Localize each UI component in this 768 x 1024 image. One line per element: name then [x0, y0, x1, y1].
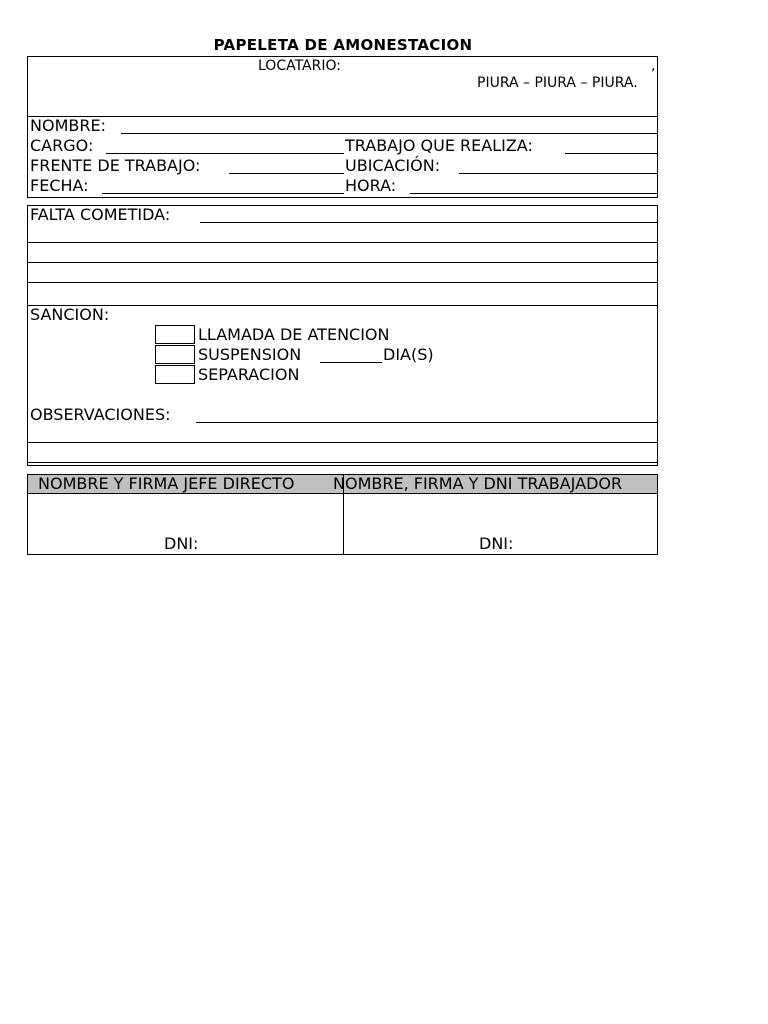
jefe-signature-header [27, 474, 344, 494]
dni-right-label: DNI: [479, 534, 514, 553]
locatario-label: LOCATARIO: [258, 58, 341, 74]
falta-divider [27, 305, 658, 306]
falta-line-4[interactable] [27, 282, 658, 283]
jefe-signature-header-text: NOMBRE Y FIRMA JEFE DIRECTO [38, 474, 295, 493]
nombre-label: NOMBRE: [30, 116, 106, 135]
suspension-checkbox[interactable] [155, 345, 195, 364]
locatario-comma: , [651, 58, 656, 74]
form-title: PAPELETA DE AMONESTACION [213, 36, 473, 54]
trabajador-signature-header-text: NOMBRE, FIRMA Y DNI TRABAJADOR [333, 474, 623, 493]
falta-line-2[interactable] [27, 242, 658, 243]
observaciones-line-1[interactable] [196, 422, 657, 423]
falta-line-1[interactable] [200, 222, 657, 223]
ubicacion-line[interactable] [459, 173, 657, 174]
observaciones-label: OBSERVACIONES: [30, 405, 171, 424]
hora-label: HORA: [345, 176, 397, 195]
trabajador-signature-header [333, 474, 658, 494]
falta-line-3[interactable] [27, 262, 658, 263]
frente-line[interactable] [229, 173, 344, 174]
suspension-label: SUSPENSION [198, 345, 302, 364]
trabajo-line[interactable] [565, 153, 657, 154]
cargo-label: CARGO: [30, 136, 94, 155]
signature-divider [343, 474, 344, 555]
hora-line[interactable] [410, 193, 657, 194]
falta-label: FALTA COMETIDA: [30, 205, 171, 224]
trabajo-label: TRABAJO QUE REALIZA: [345, 136, 533, 155]
fecha-line[interactable] [102, 193, 344, 194]
header-divider [27, 116, 658, 117]
observaciones-line-2[interactable] [27, 442, 658, 443]
separacion-label: SEPARACION [198, 365, 300, 384]
location-line: PIURA – PIURA – PIURA. [477, 75, 638, 91]
dias-label: DIA(S) [383, 345, 434, 364]
dni-left-label: DNI: [164, 534, 199, 553]
frente-label: FRENTE DE TRABAJO: [30, 156, 201, 175]
fecha-label: FECHA: [30, 176, 89, 195]
separacion-checkbox[interactable] [155, 365, 195, 384]
suspension-days-line[interactable] [320, 362, 382, 363]
llamada-checkbox[interactable] [155, 325, 195, 344]
cargo-line[interactable] [106, 153, 344, 154]
sancion-label: SANCION: [30, 305, 110, 324]
observaciones-line-3[interactable] [27, 462, 658, 463]
ubicacion-label: UBICACIÓN: [345, 156, 441, 175]
nombre-line[interactable] [121, 133, 657, 134]
llamada-label: LLAMADA DE ATENCION [198, 325, 390, 344]
